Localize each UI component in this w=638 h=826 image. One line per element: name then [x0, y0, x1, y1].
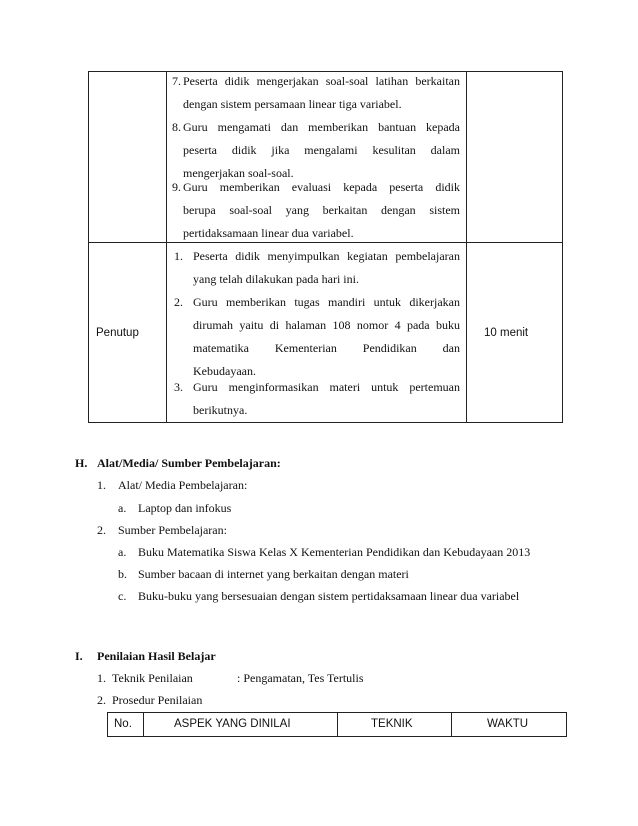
- table-col-divider: [337, 712, 338, 737]
- item-label: Alat/ Media Pembelajaran:: [118, 478, 248, 492]
- item-text-line: Guru memberikan evaluasi kepada peserta didik: [183, 180, 460, 194]
- section-title: Alat/Media/ Sumber Pembelajaran:: [97, 456, 281, 470]
- item-text-line: Peserta didik mengerjakan soal-soal latihan berkaitan: [183, 74, 460, 88]
- sub-item-text: Buku Matematika Siswa Kelas X Kementerian Pendidikan dan Kebudayaan 2013: [138, 545, 531, 559]
- table-col-divider: [451, 712, 452, 737]
- item-text-line: Guru memberikan tugas mandiri untuk dikerjakan: [193, 295, 460, 309]
- item-number: 1.: [97, 671, 106, 685]
- item-number: 9.: [172, 180, 181, 194]
- item-number: 7.: [172, 74, 181, 88]
- table-col-divider-1: [166, 71, 167, 423]
- item-text-line: peserta didik jika mengalami kesulitan dalam: [183, 143, 460, 157]
- section-title: Penilaian Hasil Belajar: [97, 649, 216, 663]
- item-text-line: yang telah dilakukan pada hari ini.: [193, 272, 359, 286]
- table-col-divider: [143, 712, 144, 737]
- item-label: Teknik Penilaian: [112, 671, 193, 685]
- closing-time: 10 menit: [484, 327, 529, 339]
- item-text-line: pertidaksamaan linear dua variabel.: [183, 226, 354, 240]
- item-text-line: Kebudayaan.: [193, 364, 256, 378]
- table-border-bottom: [88, 422, 563, 423]
- item-text-line: Guru menginformasikan materi untuk pertemuan: [193, 380, 460, 394]
- sub-item-letter: c.: [118, 589, 127, 603]
- item-number: 2.: [174, 295, 183, 309]
- table-border-right: [566, 712, 567, 737]
- header-aspect: ASPEK YANG DINILAI: [174, 718, 291, 730]
- item-number: 1.: [97, 478, 106, 492]
- item-text-line: mengerjakan soal-soal.: [183, 166, 294, 180]
- table-border-left: [88, 71, 89, 423]
- section-letter: I.: [75, 649, 83, 663]
- sub-item-letter: a.: [118, 545, 127, 559]
- item-number: 1.: [174, 249, 183, 263]
- header-time: WAKTU: [487, 718, 529, 730]
- item-label: Prosedur Penilaian: [112, 693, 203, 707]
- item-number: 2.: [97, 523, 106, 537]
- section-letter: H.: [75, 456, 88, 470]
- sub-item-text: Laptop dan infokus: [138, 501, 232, 515]
- item-text-line: dengan sistem persamaan linear tiga variabel.: [183, 97, 402, 111]
- item-value: : Pengamatan, Tes Tertulis: [237, 671, 364, 685]
- table-border-right: [562, 71, 563, 423]
- item-text-line: dirumah yaitu di halaman 108 nomor 4 pada buku: [193, 318, 460, 332]
- sub-item-text: Buku-buku yang bersesuaian dengan sistem pertidaksamaan linear dua variabel: [138, 589, 520, 603]
- item-text-line: Guru mengamati dan memberikan bantuan kepada: [183, 120, 460, 134]
- item-number: 2.: [97, 693, 106, 707]
- sub-item-letter: b.: [118, 567, 127, 581]
- item-text-line: berupa soal-soal yang berkaitan dengan sistem: [183, 203, 460, 217]
- header-technique: TEKNIK: [371, 718, 413, 730]
- table-border-left: [107, 712, 108, 737]
- item-number: 8.: [172, 120, 181, 134]
- item-text-line: matematika Kementerian Pendidikan dan: [193, 341, 460, 355]
- table-row-divider: [88, 242, 563, 243]
- item-text-line: berikutnya.: [193, 403, 248, 417]
- item-label: Sumber Pembelajaran:: [118, 523, 227, 537]
- table-col-divider-2: [466, 71, 467, 423]
- item-text-line: Peserta didik menyimpulkan kegiatan pembelajaran: [193, 249, 460, 263]
- sub-item-text: Sumber bacaan di internet yang berkaitan dengan materi: [138, 567, 409, 581]
- sub-item-letter: a.: [118, 501, 127, 515]
- item-number: 3.: [174, 380, 183, 394]
- closing-label: Penutup: [96, 327, 139, 339]
- header-no: No.: [114, 718, 132, 730]
